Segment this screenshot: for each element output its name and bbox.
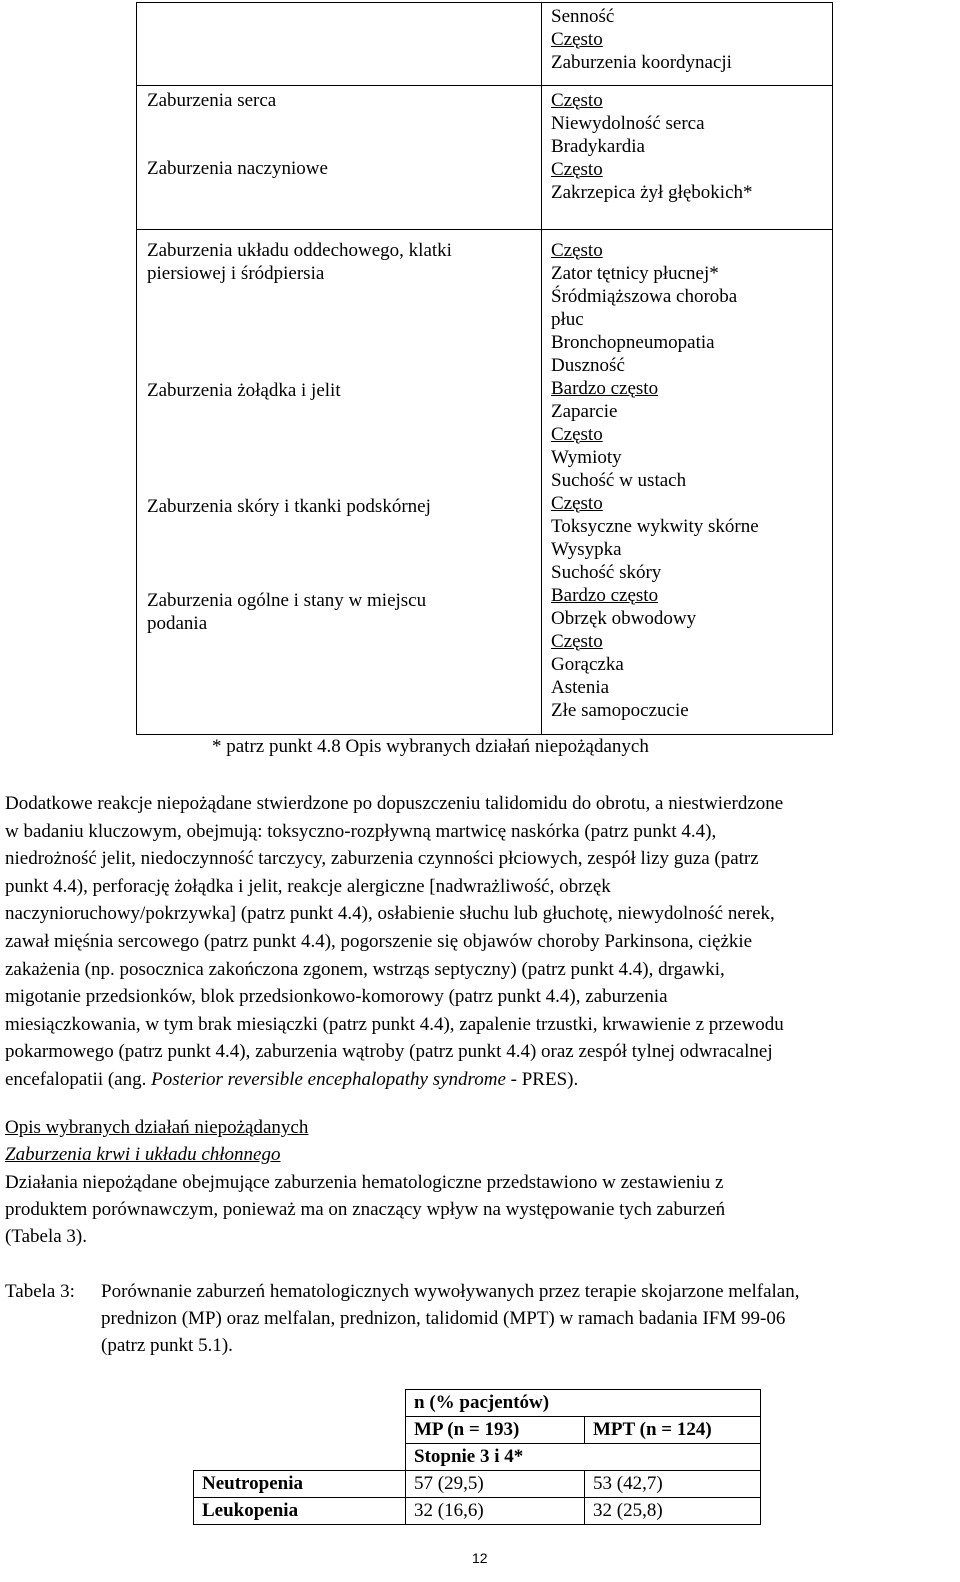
event-line: Zator tętnicy płucnej* bbox=[551, 263, 719, 284]
event-line: Suchość skóry bbox=[551, 562, 662, 583]
event-line: Wymioty bbox=[551, 447, 622, 468]
frequency-label: Często bbox=[551, 240, 603, 261]
event-line: Złe samopoczucie bbox=[551, 700, 689, 721]
paragraph-line: miesiączkowania, w tym brak miesiączki (patrz punkt 4.4), zapalenie trzustki, krwawienie z przewodu bbox=[5, 1013, 784, 1035]
row-label: Leukopenia bbox=[194, 1498, 406, 1525]
frequency-label: Często bbox=[551, 159, 603, 180]
paragraph-line: pokarmowego (patrz punkt 4.4), zaburzenia wątroby (patrz punkt 4.4) oraz zespół tylnej odwracalnej bbox=[5, 1041, 773, 1063]
column-header-mp: MP (n = 193) bbox=[406, 1417, 585, 1444]
paragraph-line: Działania niepożądane obejmujące zaburzenia hematologiczne przedstawiono w zestawieniu z bbox=[5, 1172, 724, 1193]
event-line: Bradykardia bbox=[551, 136, 645, 157]
event-line: Zaburzenia koordynacji bbox=[551, 52, 732, 73]
page-number: 12 bbox=[472, 1550, 488, 1566]
header-cell: n (% pacjentów) bbox=[406, 1390, 761, 1417]
italic-term: Posterior reversible encephalopathy syndrome bbox=[151, 1068, 506, 1090]
event-line: Wysypka bbox=[551, 539, 622, 560]
section-heading: Opis wybranych działań niepożądanych bbox=[5, 1117, 309, 1138]
paragraph-line: Dodatkowe reakcje niepożądane stwierdzone po dopuszczeniu talidomidu do obrotu, a niestwierdzone bbox=[5, 793, 784, 814]
subheader-cell: Stopnie 3 i 4* bbox=[406, 1444, 761, 1471]
event-line: Zaparcie bbox=[551, 401, 618, 422]
system-class-line: Zaburzenia ogólne i stany w miejscu bbox=[147, 590, 427, 611]
row-divider bbox=[137, 85, 832, 86]
frequency-label: Często bbox=[551, 424, 603, 445]
text-span: - PRES). bbox=[505, 1068, 579, 1090]
row-label: Neutropenia bbox=[194, 1471, 406, 1498]
adverse-reactions-table bbox=[136, 2, 833, 735]
frequency-label: Bardzo często bbox=[551, 585, 659, 606]
empty-cell bbox=[194, 1444, 406, 1471]
frequency-label: Często bbox=[551, 631, 603, 652]
row-divider bbox=[137, 229, 832, 230]
system-class-vascular: Zaburzenia naczyniowe bbox=[147, 158, 328, 179]
event-line: Astenia bbox=[551, 677, 610, 698]
cardiac-events bbox=[551, 89, 753, 204]
frequency-label: Często bbox=[551, 29, 603, 50]
paragraph-line: migotanie przedsionków, blok przedsionkowo-komorowy (patrz punkt 4.4), zaburzenia bbox=[5, 986, 668, 1008]
event-line: Zakrzepica żył głębokich* bbox=[551, 182, 753, 203]
frequency-label: Często bbox=[551, 493, 603, 514]
table-caption-label: Tabela 3: bbox=[5, 1281, 75, 1302]
event-line: Toksyczne wykwity skórne bbox=[551, 516, 759, 537]
system-class-line: Zaburzenia układu oddechowego, klatki bbox=[147, 240, 452, 261]
paragraph-line: zakażenia (np. posocznica zakończona zgonem, wstrząs septyczny) (patrz punkt 4.4), drgawki, bbox=[5, 958, 725, 980]
cell-mpt: 53 (42,7) bbox=[585, 1471, 761, 1498]
remaining-events bbox=[551, 239, 759, 722]
frequency-label: Często bbox=[551, 90, 603, 111]
event-line: Duszność bbox=[551, 355, 625, 376]
paragraph-line: naczynioruchowy/pokrzywka] (patrz punkt 4.4), osłabienie słuchu lub głuchotę, niewydolność nerek, bbox=[5, 903, 775, 925]
table-row bbox=[194, 1498, 761, 1525]
system-class-line: podania bbox=[147, 613, 208, 634]
paragraph-line: zawał mięśnia sercowego (patrz punkt 4.4), pogorszenie się objawów choroby Parkinsona, ciężkie bbox=[5, 930, 753, 952]
event-line: Suchość w ustach bbox=[551, 470, 687, 491]
cell-mp: 57 (29,5) bbox=[406, 1471, 585, 1498]
paragraph-line-last bbox=[5, 1066, 955, 1094]
empty-cell bbox=[194, 1417, 406, 1444]
caption-line: Porównanie zaburzeń hematologicznych wywoływanych przez terapie skojarzone melfalan, bbox=[101, 1281, 800, 1302]
frequency-label: Bardzo często bbox=[551, 378, 659, 399]
caption-line: (patrz punkt 5.1). bbox=[101, 1335, 233, 1356]
paragraph-line: w badaniu kluczowym, obejmują: toksyczno-rozpływną martwicę naskórka (patrz punkt 4.4), bbox=[5, 820, 717, 842]
system-class-gi: Zaburzenia żołądka i jelit bbox=[147, 380, 341, 401]
system-class-general bbox=[147, 589, 426, 635]
hematology-paragraph bbox=[5, 1169, 955, 1250]
event-line: Obrzęk obwodowy bbox=[551, 608, 697, 629]
cell-mpt: 32 (25,8) bbox=[585, 1498, 761, 1525]
event-line: Niewydolność serca bbox=[551, 113, 705, 134]
paragraph-line: (Tabela 3). bbox=[5, 1226, 88, 1247]
additional-reactions-paragraph bbox=[5, 790, 955, 1094]
table-row bbox=[194, 1471, 761, 1498]
empty-cell bbox=[194, 1390, 406, 1417]
system-class-cardiac: Zaburzenia serca bbox=[147, 90, 277, 111]
column-header-mpt: MPT (n = 124) bbox=[585, 1417, 761, 1444]
paragraph-line: punkt 4.4), perforację żołądka i jelit, reakcje alergiczne [nadwrażliwość, obrzęk bbox=[5, 875, 611, 897]
table-caption bbox=[101, 1278, 799, 1359]
cell-mp: 32 (16,6) bbox=[406, 1498, 585, 1525]
column-divider bbox=[541, 3, 542, 734]
system-class-respiratory bbox=[147, 239, 452, 285]
event-line: Gorączka bbox=[551, 654, 624, 675]
caption-line: prednizon (MP) oraz melfalan, prednizon, talidomid (MPT) w ramach badania IFM 99-06 bbox=[101, 1308, 786, 1329]
paragraph-line: produktem porównawczym, ponieważ ma on znaczący wpływ na występowanie tych zaburzeń bbox=[5, 1199, 726, 1220]
paragraph-line: niedrożność jelit, niedoczynność tarczycy, zaburzenia czynności płciowych, zespół lizy guza (patrz bbox=[5, 848, 759, 870]
event-line: Bronchopneumopatia bbox=[551, 332, 715, 353]
nervous-system-events bbox=[551, 5, 732, 74]
system-class-line: piersiowej i śródpiersia bbox=[147, 263, 325, 284]
event-line: płuc bbox=[551, 309, 584, 330]
subsection-heading: Zaburzenia krwi i układu chłonnego bbox=[5, 1144, 281, 1165]
hematology-table bbox=[193, 1389, 761, 1525]
table-footnote: * patrz punkt 4.8 Opis wybranych działań niepożądanych bbox=[212, 736, 649, 757]
event-line: Śródmiąższowa choroba bbox=[551, 286, 738, 307]
system-class-skin: Zaburzenia skóry i tkanki podskórnej bbox=[147, 496, 431, 517]
text-span: encefalopatii (ang. bbox=[5, 1068, 152, 1090]
event-line: Senność bbox=[551, 6, 615, 27]
